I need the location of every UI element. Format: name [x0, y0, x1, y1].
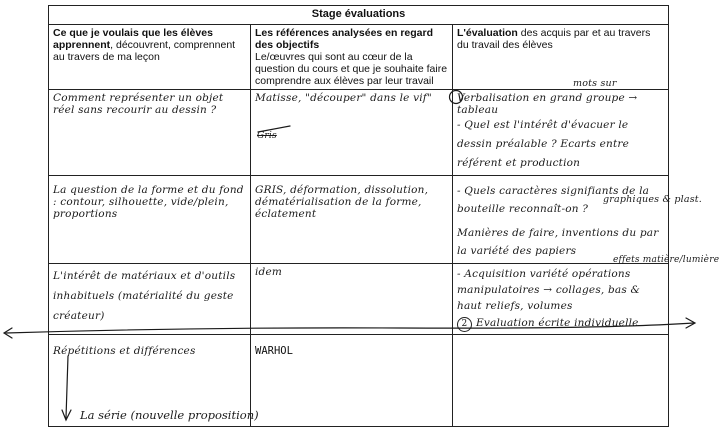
row4-objective: Répétitions et différences: [49, 335, 251, 427]
row2-evaluation-2: Manières de faire, inventions du par la variété des papiers: [457, 227, 659, 257]
row3-margin-note: effets matière/lumière: [613, 255, 719, 265]
row4-references: WARHOL: [251, 335, 453, 427]
header-references-rest: Le/œuvres qui sont au cœur de la question du cours et que je souhaite faire comprendre aux élèves par leur travail: [255, 51, 448, 87]
row2-evaluation-1: - Quels caractères signifiants de la bouteille reconnaît-on ?: [457, 185, 650, 215]
header-evaluation-rest: des acquis par et au travers du travail des élèves: [457, 27, 651, 51]
row2-margin-note: graphiques & plast.: [603, 194, 703, 205]
circled-mark-1: [450, 91, 463, 104]
row2-objective: La question de la forme et du fond : contour, silhouette, vide/plein, proportions: [49, 176, 251, 264]
strike-stroke: [258, 126, 290, 132]
table-title: Stage évaluations: [49, 6, 669, 25]
row3-references: idem: [251, 264, 453, 335]
row1-references-text: Matisse, "découper" dans le vif": [255, 92, 432, 104]
header-objectives-rest: , découvrent, comprennent au travers de ma leçon: [53, 39, 236, 63]
row1-objective: Comment représenter un objet réel sans recourir au dessin ?: [49, 90, 251, 176]
bottom-note: La série (nouvelle proposition): [80, 408, 259, 422]
header-objectives-bold: Ce que je voulais que les élèves apprennent: [53, 27, 213, 51]
header-evaluation-bold: L'évaluation: [457, 27, 518, 39]
header-references-bold: Les références analysées en regard des objectifs: [255, 27, 434, 51]
row1-evaluation-1: Verbalisation en grand groupe → tableau: [457, 92, 638, 116]
row1-evaluation-2: - Quel est l'intérêt d'évacuer le dessin préalable ? Ecarts entre référent et production: [457, 119, 630, 169]
row2-references: GRIS, déformation, dissolution, dématérialisation de la forme, éclatement: [251, 176, 453, 264]
row3-circled-number: 2: [457, 317, 472, 332]
vertical-arrow-line: [66, 356, 68, 418]
row1-margin-note: mots sur: [573, 78, 617, 89]
row3-evaluation-2-text: Evaluation écrite individuelle: [476, 317, 639, 329]
row1-references-struck: Gris: [257, 131, 277, 141]
row3-objective: L'intérêt de matériaux et d'outils inhabituels (matérialité du geste créateur): [49, 264, 251, 335]
row3-evaluation-1: - Acquisition variété opérations manipulatoires → collages, bas & haut reliefs, volumes: [457, 268, 641, 312]
horizontal-arrow-line: [6, 323, 694, 333]
